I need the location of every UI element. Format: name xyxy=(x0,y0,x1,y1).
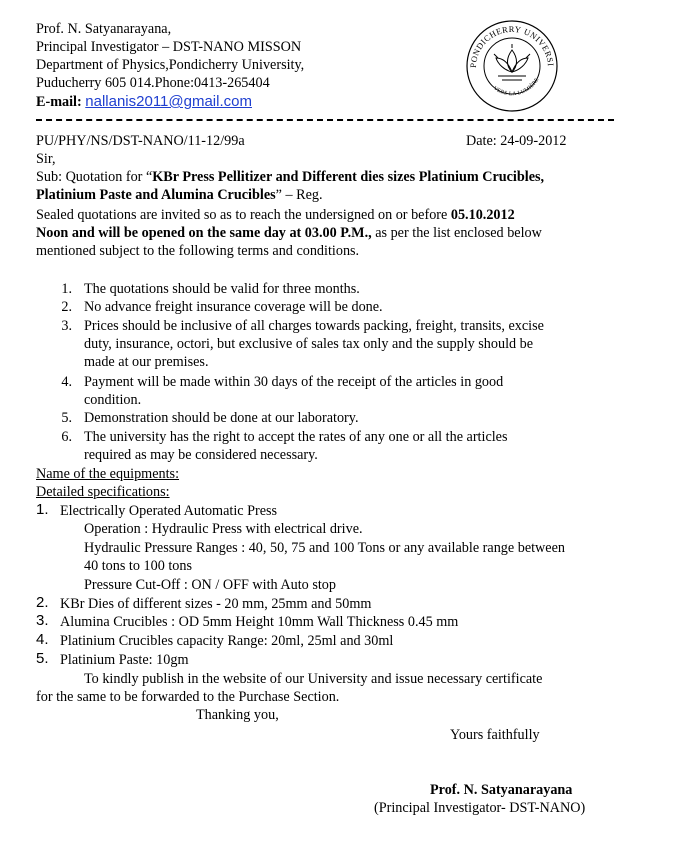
term-line: required as may be considered necessary. xyxy=(84,447,318,463)
seal-text: PONDICHERRY UNIVERSI xyxy=(467,23,556,69)
term-line: condition. xyxy=(84,392,142,408)
intro-line-3: mentioned subject to the following terms and conditions. xyxy=(36,243,360,259)
signatory-title: (Principal Investigator- DST-NANO) xyxy=(374,800,586,816)
subject-bold-1: KBr Press Pellitizer and Different dies sizes Platinium Crucibles, xyxy=(152,169,545,185)
publish-line-2: for the same to be forwarded to the Purchase Section. xyxy=(36,689,340,705)
term-number: 4. xyxy=(61,374,72,390)
subject-bold-2: Platinium Paste and Alumina Crucibles xyxy=(36,187,276,203)
spec-pressure: Hydraulic Pressure Ranges : 40, 50, 75 and 100 Tons or any available range between xyxy=(84,540,565,556)
sender-address: Puducherry 605 014.Phone:0413-265404 xyxy=(36,75,270,91)
seal-icon xyxy=(458,14,566,114)
reference-number: PU/PHY/NS/DST-NANO/11-12/99a xyxy=(36,133,245,149)
intro-text-2: as per the list enclosed below xyxy=(371,225,542,241)
term-line: made at our premises. xyxy=(84,354,209,370)
sender-name: Prof. N. Satyanarayana, xyxy=(36,21,172,37)
thanking-you: Thanking you, xyxy=(196,707,279,723)
yours-faithfully: Yours faithfully xyxy=(450,727,540,743)
intro-deadline: 05.10.2012 xyxy=(450,207,515,223)
term-line: No advance freight insurance coverage will be done. xyxy=(84,299,383,315)
publish-line-1: To kindly publish in the website of our University and issue necessary certificate xyxy=(84,671,543,687)
term-line: duty, insurance, octori, but exclusive of sales tax only and the supply should be xyxy=(84,336,534,352)
lotus-icon xyxy=(494,44,530,80)
term-number: 2. xyxy=(61,299,72,315)
university-seal xyxy=(458,14,566,114)
header-divider xyxy=(36,119,614,121)
term-line: Demonstration should be done at our laboratory. xyxy=(84,410,359,426)
term-number: 1. xyxy=(61,281,72,297)
spec-item: Platinium Crucibles capacity Range: 20ml, 25ml and 30ml xyxy=(60,633,394,649)
email-label: E-mail: xyxy=(36,94,82,110)
spec-number: 1. xyxy=(36,501,49,518)
spec-title: Electrically Operated Automatic Press xyxy=(60,503,278,519)
spec-number: 4. xyxy=(36,631,49,648)
spec-item: Platinium Paste: 10gm xyxy=(60,652,189,668)
term-line: Payment will be made within 30 days of the receipt of the articles in good xyxy=(84,374,504,390)
intro-line-1 xyxy=(36,206,515,224)
intro-line-2 xyxy=(36,224,542,242)
term-line: The university has the right to accept the rates of any one or all the articles xyxy=(84,429,508,445)
sender-dept: Department of Physics,Pondicherry University, xyxy=(36,57,305,73)
signatory-name: Prof. N. Satyanarayana xyxy=(430,782,573,798)
term-line: The quotations should be valid for three months. xyxy=(84,281,360,297)
subject-line-1 xyxy=(36,168,544,186)
equipment-heading: Name of the equipments: xyxy=(36,466,180,482)
spec-operation: Operation : Hydraulic Press with electrical drive. xyxy=(84,521,363,537)
term-line: Prices should be inclusive of all charges towards packing, freight, transits, excise xyxy=(84,318,544,334)
sender-title: Principal Investigator – DST-NANO MISSON xyxy=(36,39,302,55)
spec-number: 3. xyxy=(36,612,49,629)
subject-suffix: ” – Reg. xyxy=(275,187,323,203)
spec-number: 2. xyxy=(36,594,49,611)
spec-item: Alumina Crucibles : OD 5mm Height 10mm Wall Thickness 0.45 mm xyxy=(60,614,459,630)
spec-cutoff: Pressure Cut-Off : ON / OFF with Auto stop xyxy=(84,577,336,593)
salutation: Sir, xyxy=(36,151,56,167)
spec-item: KBr Dies of different sizes - 20 mm, 25mm and 50mm xyxy=(60,596,372,612)
subject-line-2 xyxy=(36,186,323,204)
letter-date: Date: 24-09-2012 xyxy=(466,133,567,149)
email-link[interactable]: nallanis2011@gmail.com xyxy=(85,93,252,110)
intro-text-1: Sealed quotations are invited so as to reach the undersigned on or before xyxy=(36,207,451,223)
term-number: 3. xyxy=(61,318,72,334)
spec-number: 5. xyxy=(36,650,49,667)
term-number: 6. xyxy=(61,429,72,445)
seal-motto: VERS LA LUMIÈRE xyxy=(492,76,541,98)
term-number: 5. xyxy=(61,410,72,426)
subject-prefix: Sub: Quotation for “ xyxy=(36,169,153,185)
intro-bold-2: Noon and will be opened on the same day at 03.00 P.M., xyxy=(36,225,372,241)
email-line xyxy=(36,93,252,111)
spec-heading: Detailed specifications: xyxy=(36,484,170,500)
spec-pressure-cont: 40 tons to 100 tons xyxy=(84,558,192,574)
